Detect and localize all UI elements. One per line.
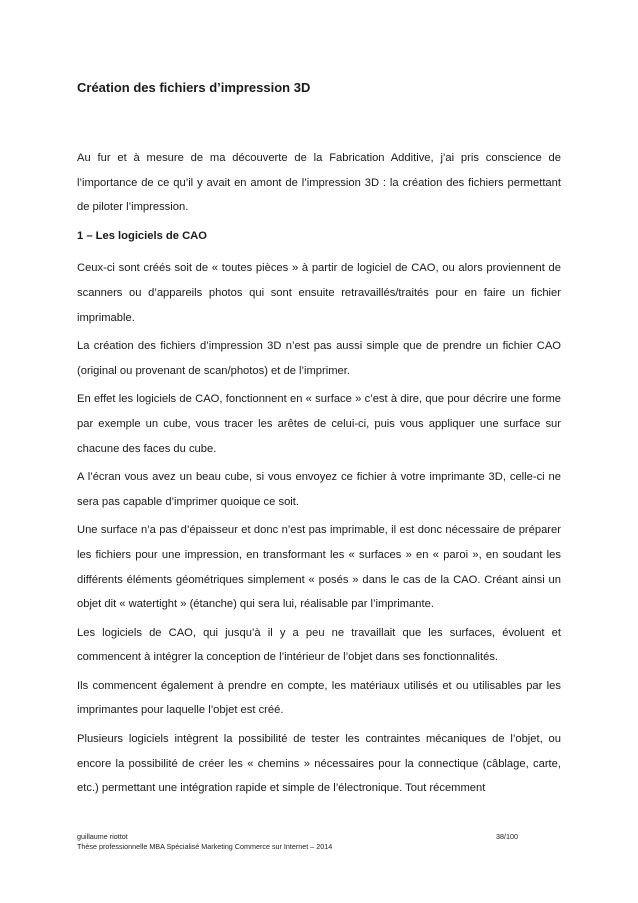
page-title: Création des fichiers d’impression 3D: [77, 80, 311, 95]
paragraph: Les logiciels de CAO, qui jusqu’à il y a peu ne travaillait que les surfaces, évoluent et commencent à intégrer la conception de l’intérieur de l’objet dans ses fonctionnalités.: [77, 626, 561, 664]
paragraph: Plusieurs logiciels intègrent la possibilité de tester les contraintes mécaniques de l’objet, ou encore la possibilité de créer les « chemins » nécessaires pour la connectique (câblage, carte, etc.) permettant une intégration rapide et simple de l’électronique. Tout récemment: [77, 733, 561, 795]
paragraph: Ils commencent également à prendre en compte, les matériaux utilisés et ou utilisables par les imprimantes pour laquelle l’objet est créé.: [77, 679, 561, 717]
paragraph: Au fur et à mesure de ma découverte de la Fabrication Additive, j’ai pris conscience de l’importance de ce qu’il y avait en amont de l’impression 3D : la création des fichiers permettant de piloter l’impression.: [77, 152, 561, 214]
footer-author: guillaume riottot: [77, 832, 128, 841]
paragraph: A l’écran vous avez un beau cube, si vous envoyez ce fichier à votre imprimante 3D, celle-ci ne sera pas capable d’imprimer quoique ce soit.: [77, 471, 561, 508]
paragraph: Ceux-ci sont créés soit de « toutes pièces » à partir de logiciel de CAO, ou alors proviennent de scanners ou d’appareils photos qui sont ensuite retravaillés/traités pour en faire un fichier imprimable.: [77, 262, 561, 324]
page-footer: [77, 832, 561, 852]
page-number: 38/100: [496, 832, 518, 841]
body-text: [77, 146, 561, 805]
paragraph: La création des fichiers d’impression 3D n’est pas aussi simple que de prendre un fichier CAO (original ou provenant de scan/photos) et de l’imprimer.: [77, 340, 561, 377]
paragraph: Une surface n’a pas d’épaisseur et donc n’est pas imprimable, il est donc nécessaire de préparer les fichiers pour une impression, en transformant les « surfaces » en « paroi », en soudant les différents éléments géométriques simplement « posés » dans le cas de la CAO. Créant ainsi un objet dit « watertight » (étanche) qui sera lui, réalisable par l’imprimante.: [77, 524, 561, 611]
paragraph: En effet les logiciels de CAO, fonctionnent en « surface » c’est à dire, que pour décrire une forme par exemple un cube, vous tracer les arêtes de celui-ci, puis vous appliquer une surface sur chacune des faces du cube.: [77, 393, 561, 455]
footer-subtitle: Thèse professionnelle MBA Spécialisé Marketing Commerce sur Internet – 2014: [77, 842, 333, 851]
section-heading: 1 – Les logiciels de CAO: [77, 229, 207, 242]
